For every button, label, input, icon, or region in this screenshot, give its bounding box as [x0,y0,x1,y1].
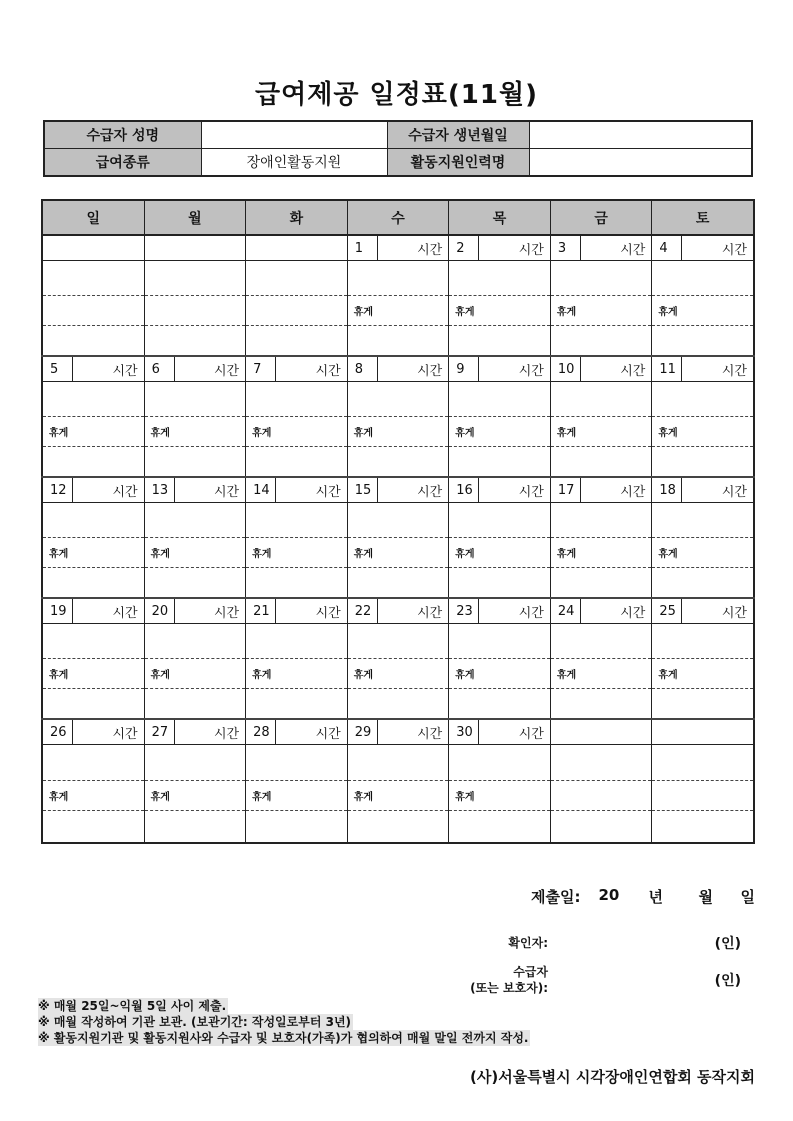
work-time-cell[interactable] [449,745,551,781]
rest-time-cell[interactable] [449,811,551,844]
rest-time-cell [144,326,246,357]
rest-label-cell: 휴게 [246,417,348,447]
rest-time-cell[interactable] [347,689,449,720]
date-number: 14 [246,478,276,502]
date-cell [42,235,144,261]
work-time-cell[interactable] [246,382,348,417]
rest-label-cell [652,781,754,811]
date-cell [246,235,348,261]
calendar-table [41,199,755,844]
note-1: ※ 매월 25일~익월 5일 사이 제출. [38,999,227,1013]
hours-field[interactable]: 시간 [112,484,138,500]
date-cell [144,235,246,261]
date-number: 5 [43,357,73,381]
work-time-cell[interactable] [144,382,246,417]
recipient-name-field[interactable] [201,121,387,149]
rest-time-cell [652,811,754,844]
rest-time-cell[interactable] [144,811,246,844]
rest-label-cell [550,781,652,811]
hours-field[interactable]: 시간 [518,605,544,621]
date-cell [652,719,754,745]
work-time-cell[interactable] [449,382,551,417]
date-number: 10 [551,357,581,381]
rest-time-cell[interactable] [144,568,246,599]
rest-time-cell[interactable] [42,447,144,478]
hours-field[interactable]: 시간 [518,726,544,742]
work-time-cell[interactable] [347,261,449,296]
week-date-row [42,477,754,503]
date-number: 29 [348,720,378,744]
hours-field[interactable]: 시간 [721,242,747,258]
benefit-type-label: 급여종류 [44,149,201,177]
hours-field[interactable]: 시간 [620,605,646,621]
notes [38,998,530,1046]
date-cell [144,598,246,624]
date-number: 20 [145,599,175,623]
work-time-cell[interactable] [144,624,246,659]
rest-label-cell: 휴게 [652,538,754,568]
hours-field[interactable]: 시간 [112,605,138,621]
date-number: 25 [652,599,682,623]
week-rest-time-row [42,811,754,844]
rest-time-cell[interactable] [449,447,551,478]
date-number: 4 [652,236,682,260]
date-cell [449,235,551,261]
rest-label-cell: 휴게 [246,538,348,568]
hours-field[interactable]: 시간 [315,484,341,500]
date-number: 8 [348,357,378,381]
work-time-cell[interactable] [347,503,449,538]
date-cell [246,719,348,745]
rest-label-cell [144,296,246,326]
week-date-row [42,356,754,382]
date-number: 15 [348,478,378,502]
rest-time-cell[interactable] [246,811,348,844]
rest-label-cell: 휴게 [652,417,754,447]
rest-label-cell: 휴게 [144,659,246,689]
recipient-birth-label: 수급자 생년월일 [387,121,529,149]
week-rest-time-row [42,689,754,720]
work-time-cell[interactable] [347,745,449,781]
date-cell [550,598,652,624]
rest-time-cell [42,326,144,357]
date-cell [144,477,246,503]
work-time-cell[interactable] [42,382,144,417]
work-time-cell [550,745,652,781]
date-cell [347,719,449,745]
week-date-row [42,719,754,745]
date-number: 27 [145,720,175,744]
date-cell [246,356,348,382]
rest-label-cell: 휴게 [449,781,551,811]
date-cell [144,356,246,382]
submission-date-label: 제출일: [531,888,581,906]
hours-field[interactable]: 시간 [214,726,240,742]
recipient-birth-field[interactable] [529,121,752,149]
hours-field[interactable]: 시간 [214,363,240,379]
hours-field[interactable]: 시간 [721,484,747,500]
work-time-cell[interactable] [550,624,652,659]
hours-field[interactable]: 시간 [112,363,138,379]
date-number: 12 [43,478,73,502]
rest-time-cell[interactable] [246,568,348,599]
work-time-cell [42,261,144,296]
recipient-signature-label [470,964,548,996]
hours-field[interactable]: 시간 [315,726,341,742]
hours-field[interactable]: 시간 [112,726,138,742]
hours-field[interactable]: 시간 [417,363,443,379]
page-title: 급여제공 일정표(11월) [255,80,538,110]
date-cell [42,598,144,624]
rest-time-cell[interactable] [347,326,449,357]
hours-field[interactable]: 시간 [518,363,544,379]
rest-label-cell: 휴게 [347,659,449,689]
date-number: 24 [551,599,581,623]
hours-field[interactable]: 시간 [620,484,646,500]
rest-label-cell: 휴게 [42,417,144,447]
weekday-header: 수 [347,200,449,235]
rest-time-cell [246,326,348,357]
organization-name: (사)서울특별시 시각장애인연합회 동작지회 [470,1068,755,1086]
rest-label-cell: 휴게 [550,538,652,568]
rest-label-cell: 휴게 [449,296,551,326]
helper-name-label: 활동지원인력명 [387,149,529,177]
date-cell [42,356,144,382]
work-time-cell[interactable] [246,745,348,781]
date-number: 7 [246,357,276,381]
rest-time-cell[interactable] [449,326,551,357]
date-cell [652,235,754,261]
hours-field[interactable]: 시간 [417,242,443,258]
work-time-cell[interactable] [652,624,754,659]
rest-time-cell[interactable] [347,568,449,599]
date-number: 26 [43,720,73,744]
hours-field[interactable]: 시간 [518,242,544,258]
submission-month-unit: 월 [698,888,713,906]
note-2: ※ 매월 작성하여 기관 보관. (보관기간: 작성일로부터 3년) [38,1015,352,1029]
date-cell [550,356,652,382]
date-number: 11 [652,357,682,381]
date-number: 19 [43,599,73,623]
work-time-cell[interactable] [550,261,652,296]
date-number: 23 [449,599,479,623]
rest-time-cell[interactable] [652,689,754,720]
date-number: 2 [449,236,479,260]
date-cell [652,598,754,624]
work-time-cell[interactable] [449,261,551,296]
rest-time-cell[interactable] [347,447,449,478]
week-time-row [42,503,754,538]
submission-date [531,886,755,907]
week-rest-row [42,538,754,568]
date-cell [42,719,144,745]
rest-label-cell: 휴게 [550,417,652,447]
helper-name-field[interactable] [529,149,752,177]
hours-field[interactable]: 시간 [214,484,240,500]
hours-field[interactable]: 시간 [417,484,443,500]
work-time-cell[interactable] [652,261,754,296]
week-rest-time-row [42,568,754,599]
recipient-seal[interactable]: (인) [714,973,741,989]
submission-year-prefix[interactable]: 20 [598,886,620,904]
week-rest-row [42,417,754,447]
rest-label-cell: 휴게 [144,417,246,447]
date-number: 28 [246,720,276,744]
weekday-header: 금 [550,200,652,235]
date-number: 22 [348,599,378,623]
date-cell [246,477,348,503]
rest-time-cell[interactable] [550,568,652,599]
work-time-cell[interactable] [652,382,754,417]
rest-label-cell: 휴게 [42,659,144,689]
work-time-cell [246,261,348,296]
work-time-cell[interactable] [449,503,551,538]
week-rest-row [42,659,754,689]
rest-label-cell: 휴게 [449,417,551,447]
work-time-cell[interactable] [42,745,144,781]
hours-field[interactable]: 시간 [721,363,747,379]
hours-field[interactable]: 시간 [214,605,240,621]
rest-label-cell: 휴게 [550,296,652,326]
rest-label-cell: 휴게 [42,538,144,568]
rest-time-cell[interactable] [144,689,246,720]
week-time-row [42,382,754,417]
rest-label-cell [42,296,144,326]
hours-field[interactable]: 시간 [315,363,341,379]
rest-time-cell [550,811,652,844]
rest-time-cell[interactable] [42,811,144,844]
weekday-header: 목 [449,200,551,235]
hours-field[interactable]: 시간 [620,363,646,379]
work-time-cell[interactable] [42,503,144,538]
rest-label-cell: 휴게 [144,538,246,568]
hours-field[interactable]: 시간 [620,242,646,258]
note-3: ※ 활동지원기관 및 활동지원사와 수급자 및 보호자(가족)가 협의하여 매월 말일 전까지 작성. [38,1031,529,1045]
rest-label-cell: 휴게 [347,538,449,568]
work-time-cell[interactable] [144,503,246,538]
rest-label-cell: 휴게 [347,417,449,447]
work-time-cell [144,261,246,296]
rest-time-cell[interactable] [144,447,246,478]
hours-field[interactable]: 시간 [417,726,443,742]
week-date-row [42,235,754,261]
date-number: 6 [145,357,175,381]
work-time-cell[interactable] [246,503,348,538]
work-time-cell[interactable] [246,624,348,659]
recipient-label-line1: 수급자 [513,965,548,979]
date-cell [347,356,449,382]
rest-time-cell[interactable] [246,689,348,720]
date-cell [449,719,551,745]
hours-field[interactable]: 시간 [721,605,747,621]
rest-time-cell[interactable] [449,689,551,720]
date-cell [347,598,449,624]
work-time-cell[interactable] [550,382,652,417]
rest-label-cell: 휴게 [144,781,246,811]
rest-label-cell: 휴게 [347,781,449,811]
week-rest-time-row [42,447,754,478]
date-cell [347,235,449,261]
rest-time-cell[interactable] [652,326,754,357]
date-cell [550,719,652,745]
rest-label-cell: 휴게 [652,296,754,326]
weekday-header: 화 [246,200,348,235]
date-cell [449,356,551,382]
rest-time-cell[interactable] [550,689,652,720]
date-cell [652,477,754,503]
confirmer-seal[interactable]: (인) [714,936,741,952]
work-time-cell[interactable] [652,503,754,538]
date-number: 18 [652,478,682,502]
rest-time-cell[interactable] [550,326,652,357]
date-number: 13 [145,478,175,502]
date-number: 16 [449,478,479,502]
work-time-cell[interactable] [449,624,551,659]
hours-field[interactable]: 시간 [315,605,341,621]
rest-label-cell: 휴게 [652,659,754,689]
rest-time-cell[interactable] [246,447,348,478]
date-number: 9 [449,357,479,381]
rest-label-cell: 휴게 [550,659,652,689]
rest-label-cell: 휴게 [449,659,551,689]
date-number: 17 [551,478,581,502]
date-number: 21 [246,599,276,623]
week-rest-row [42,296,754,326]
rest-label-cell: 휴게 [42,781,144,811]
date-cell [347,477,449,503]
date-number: 30 [449,720,479,744]
submission-day-unit: 일 [740,888,755,906]
date-cell [42,477,144,503]
confirmer-label: 확인자: [508,936,548,950]
submission-year-unit: 년 [648,888,663,906]
date-cell [550,235,652,261]
rest-time-cell[interactable] [652,568,754,599]
date-cell [144,719,246,745]
rest-time-cell[interactable] [449,568,551,599]
hours-field[interactable]: 시간 [518,484,544,500]
rest-time-cell[interactable] [42,689,144,720]
date-cell [449,477,551,503]
rest-time-cell[interactable] [42,568,144,599]
rest-time-cell[interactable] [550,447,652,478]
recipient-name-label: 수급자 성명 [44,121,201,149]
week-rest-row [42,781,754,811]
week-time-row [42,745,754,781]
rest-label-cell: 휴게 [449,538,551,568]
recipient-info-table [43,120,753,177]
weekday-header: 월 [144,200,246,235]
date-cell [652,356,754,382]
weekday-header: 일 [42,200,144,235]
rest-label-cell: 휴게 [246,659,348,689]
work-time-cell[interactable] [42,624,144,659]
rest-label-cell: 휴게 [246,781,348,811]
rest-label-cell [246,296,348,326]
week-time-row [42,261,754,296]
work-time-cell[interactable] [550,503,652,538]
week-rest-time-row [42,326,754,357]
work-time-cell[interactable] [347,382,449,417]
date-number: 3 [551,236,581,260]
date-cell [246,598,348,624]
benefit-type-field[interactable]: 장애인활동지원 [201,149,387,177]
date-cell [550,477,652,503]
recipient-label-line2: (또는 보호자): [470,981,548,995]
weekday-header: 토 [652,200,754,235]
hours-field[interactable]: 시간 [417,605,443,621]
date-cell [449,598,551,624]
work-time-cell [652,745,754,781]
work-time-cell[interactable] [144,745,246,781]
week-time-row [42,624,754,659]
date-number: 1 [348,236,378,260]
rest-label-cell: 휴게 [347,296,449,326]
work-time-cell[interactable] [347,624,449,659]
rest-time-cell[interactable] [652,447,754,478]
rest-time-cell[interactable] [347,811,449,844]
week-date-row [42,598,754,624]
